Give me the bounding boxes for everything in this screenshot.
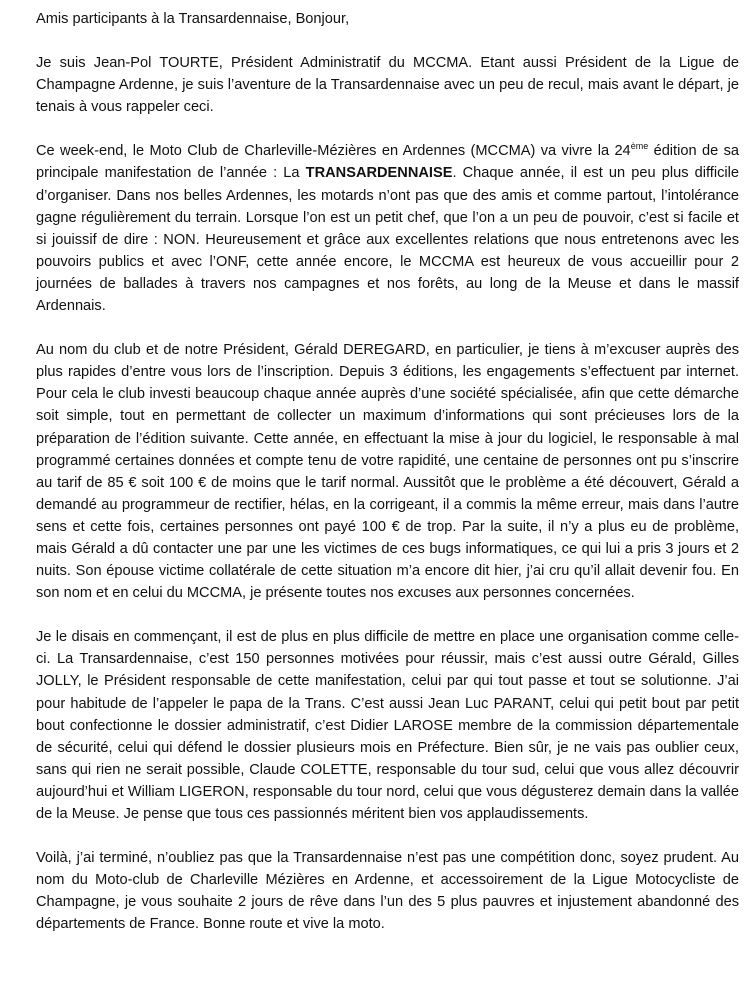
paragraph-apology: Au nom du club et de notre Président, Gérald DEREGARD, en particulier, je tiens à m’excuser auprès des plus rapides d’entre vous lors de l’inscription. Depuis 3 éditions, les engagements s’effectuent par internet. Pour cela le club investi beaucoup chaque année auprès d’une société spécialisée, afin que cette démarche soit simple, tout en permettant de collecter un maximum d’informations qui sont précieuses lors de la préparation de l’édition suivante. Cette année, en effectuant la mise à jour du logiciel, le responsable à mal programmé certaines données et compte tenu de votre rapidité, une centaine de personnes ont pu s’inscrire au tarif de 85 € soit 100 € de moins que le tarif normal. Aussitôt que le problème a été découvert, Gérald a demandé au programmeur de rectifier, hélas, en la corrigeant, il a commis la même erreur, mais dans l’autre sens et cette fois, certaines personnes ont payé 100 € de trop. Par la suite, il n’y a plus eu de problème, mais Gérald a dû contacter une par une les victimes de ces bugs informatiques, ce qui lui a pris 3 jours et 2 nuits. Son épouse victime collatérale de cette situation m’a encore dit hier, j’ai cru qu’il allait devenir fou. En son nom et en celui du MCCMA, je présente toutes nos excuses aux personnes concernées. xyxy=(36,342,739,602)
paragraph-event-text-3: . Chaque année, il est un peu plus difficile d’organiser. Dans nos belles Ardennes, les motards n’ont pas que des amis et comme partout, l’intolérance gagne régulièrement du terrain. Lorsque l’on est un petit chef, que l’on a un peu de pouvoir, c’est si facile et si jouissif de dire : NON. Heureusement et grâce aux excellentes relations que nous entretenons avec les pouvoirs publics et avec l’ONF, cette année encore, le MCCMA est heureux de vous accueillir pour 2 journées de ballades à travers nos campagnes et nos forêts, au long de la Meuse et dans le massif Ardennais. xyxy=(36,165,739,315)
event-name-bold: TRANSARDENNAISE xyxy=(305,165,453,182)
paragraph-event xyxy=(36,140,739,317)
edition-superscript: ème xyxy=(630,141,649,152)
paragraph-closing: Voilà, j’ai terminé, n’oubliez pas que la Transardennaise n’est pas une compétition donc, soyez prudent. Au nom du Moto-club de Charleville Mézières en Ardenne, et accessoirement de la Ligue Motocycliste de Champagne, je vous souhaite 2 jours de rêve dans l’un des 5 plus pauvres et injustement abandonné des départements de France. Bonne route et vive la moto. xyxy=(36,850,739,933)
paragraph-event-text-1: Ce week-end, le Moto Club de Charleville-Mézières en Ardennes (MCCMA) va vivre la 24 xyxy=(36,143,631,160)
greeting: Amis participants à la Transardennaise, Bonjour, xyxy=(36,11,350,27)
paragraph-introduction: Je suis Jean-Pol TOURTE, Président Administratif du MCCMA. Etant aussi Président de la Ligue de Champagne Ardenne, je suis l’aventure de la Transardennaise avec un peu de recul, mais avant le départ, je tenais à vous rappeler ceci. xyxy=(36,55,739,116)
paragraph-event-text-2: édition de sa principale manifestation de l’année : La xyxy=(36,143,739,182)
paragraph-thanks: Je le disais en commençant, il est de plus en plus difficile de mettre en place une organisation comme celle-ci. La Transardennaise, c’est 150 personnes motivées pour réussir, mais c’est aussi outre Gérald, Gilles JOLLY, le Président responsable de cette manifestation, celui par qui tout passe et tout se solutionne. J’ai pour habitude de l’appeler le papa de la Trans. C’est aussi Jean Luc PARANT, celui qui petit bout par petit bout confectionne le dossier administratif, c’est Didier LAROSE membre de la commission départementale de sécurité, celui qui défend le dossier plusieurs mois en Préfecture. Bien sûr, je ne vais pas oublier ceux, sans qui rien ne serait possible, Claude COLETTE, responsable du tour sud, celui que vous allez découvrir aujourd’hui et William LIGERON, responsable du tour nord, celui que vous dégusterez demain dans la vallée de la Meuse. Je pense que tous ces passionnés méritent bien vos applaudissements. xyxy=(36,629,739,822)
